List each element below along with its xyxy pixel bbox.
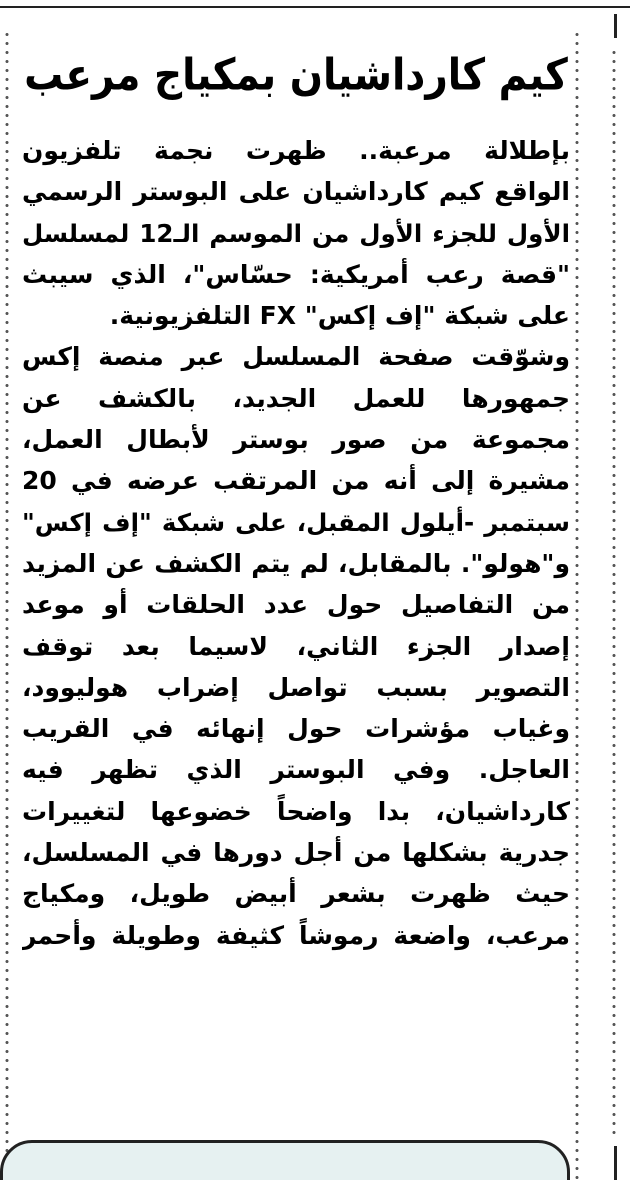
body-line: مرعب، واضعة رموشاً كثيفة وطويلة وأحمر xyxy=(22,920,570,950)
right-column-dotted-rule xyxy=(611,48,617,1140)
body-line: مجموعة من صور بوستر لأبطال العمل، xyxy=(22,425,570,455)
body-line: جمهورها للعمل الجديد، بالكشف عن xyxy=(22,383,570,413)
body-line: الواقع كيم كارداشيان على البوستر الرسمي xyxy=(22,177,570,207)
article-body xyxy=(22,130,570,956)
column-rule-top xyxy=(614,14,617,38)
body-line: سبتمبر -أيلول المقبل، على شبكة "إف إكس" xyxy=(22,507,570,537)
body-line: كارداشيان، بدا واضحاً خضوعها لتغييرات xyxy=(22,796,570,826)
body-line: التصوير بسبب تواصل إضراب هوليوود، xyxy=(22,672,570,702)
body-line: من التفاصيل حول عدد الحلقات أو موعد xyxy=(22,590,570,620)
body-line: "قصة رعب أمريكية: حسّاس"، الذي سيبث xyxy=(22,259,570,289)
body-line: وشوّقت صفحة المسلسل عبر منصة إكس xyxy=(22,342,570,372)
body-line: وغياب مؤشرات حول إنهائه في القريب xyxy=(22,714,570,744)
body-line: جدرية بشكلها من أجل دورها في المسلسل، xyxy=(22,838,570,868)
body-line: مشيرة إلى أنه من المرتقب عرضه في 20 xyxy=(22,466,570,496)
right-dotted-border xyxy=(574,30,580,1180)
next-article-box xyxy=(0,1140,570,1180)
article xyxy=(22,24,570,956)
left-dotted-border xyxy=(4,30,10,1180)
body-line: و"هولو". بالمقابل، لم يتم الكشف عن المزيد xyxy=(22,548,570,578)
column-rule-bottom xyxy=(614,1146,617,1180)
body-line: على شبكة "إف إكس" FX التلفزيونية. xyxy=(109,301,570,331)
article-headline: كيم كارداشيان بمكياج مرعب xyxy=(24,50,568,101)
body-line: إصدار الجزء الثاني، لاسيما بعد توقف xyxy=(22,631,570,661)
top-rule xyxy=(0,6,630,8)
body-line: العاجل. وفي البوستر الذي تظهر فيه xyxy=(22,755,570,785)
body-line: الأول للجزء الأول من الموسم الـ12 لمسلسل xyxy=(22,218,570,248)
body-line: حيث ظهرت بشعر أبيض طويل، ومكياج xyxy=(22,879,570,909)
body-line: بإطلالة مرعبة.. ظهرت نجمة تلفزيون xyxy=(22,136,570,165)
